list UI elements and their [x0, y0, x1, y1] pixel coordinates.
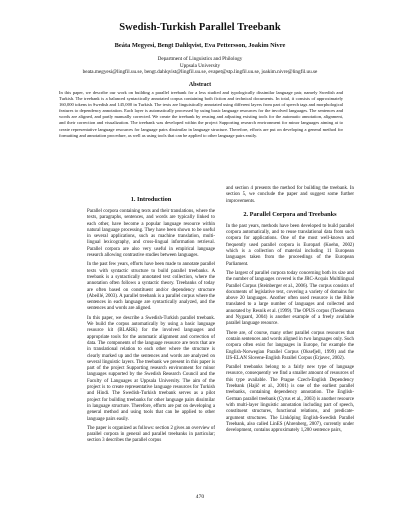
section-heading-introduction: 1. Introduction: [130, 196, 172, 203]
body-paragraph: Parallel corpora containing texts and their translations, where the texts, paragraphs, sentences, and words are typically linked to each other, have become a popular language resource within natural language processing. They have been shown to be useful in several applications, such as machine translation, multi-lingual lexicography, and cross-lingual information retrieval. Parallel corpora are also very useful in empirical language research allowing contrastive studies between languages.: [87, 209, 215, 259]
body-paragraph: In this paper, we describe a Swedish-Turkish parallel treebank. We build the corpus automatically by using a basic language resource kit (BLARK) for the involved languages and appropriate tools for the automatic alignment and correction of data. The components of the language resource are texts that are in translational relation to each other where the structure is clearly marked up and the sentences and words are analyzed on several linguistic layers. The treebank we present in this paper is part of the project Supporting research environment for minor languages supported by the Swedish Research Council and the Faculty of Languages at Uppsala University. The aim of the project is to create representative language resources for Turkish and Hindi. The Swedish-Turkish treebank serves as a pilot project for building treebanks for other language pairs dissimilar in language structure. Therefore, efforts are put on developing a general method and using tools that can be applied to other language pairs easily.: [87, 315, 215, 422]
right-column: [226, 186, 354, 437]
body-paragraph: There are, of course, many other parallel corpus resources that contain sentences and words aligned in two languages only. Such corpora often exist for languages in Europe, for example the English-Norwegian Parallel Corpus (Oksefjell, 1999) and the IJS-ELAN Slovene-English Parallel Corpus (Erjavec, 2002).: [226, 330, 354, 361]
body-paragraph: Parallel treebanks belong to a fairly new type of language resource, consequently we find a smaller amount of resources of this type available. The Prague Czech-English Dependency Treebank (Hajič et al., 2001) is one of the earliest parallel treebanks, containing dependency annotation. The English-German parallel treebank (Cyrus et al., 2003) is another resource with multi-layer linguistic annotation including part of speech, constituent structures, functional relations, and predicate-argument structures. The Linköping English-Swedish Parallel Treebank, also called LinES (Ahrenberg, 2007), currently under development, contains approximately 1,200 sentence pairs,: [226, 365, 354, 434]
abstract-text: In this paper, we describe our work on building a parallel treebank for a less studied and typologically dissimilar language pair, namely Swedish and Turkish. The treebank is a balanced syntactically annotated corpus containing both fiction and technical documents. In total, it consists of approximately 160,000 tokens in Swedish and 145,000 in Turkish. The texts are linguistically annotated using different layers from part of speech tags and morphological features to dependency annotation. Each layer is automatically processed by using basic language resources for the involved languages. The sentences and words are aligned, and partly manually corrected. We create the treebank by reusing and adjusting existing tools for the automatic annotation, alignment, and their correction and visualization. The treebank was developed within the project Supporting research environment for minor languages aiming at to create representative language resources for language pairs dissimilar in language structure. Therefore, efforts are put on developing a general method for formatting and annotation procedure, as well as using tools that can be applied to other language pairs easily.: [59, 90, 343, 138]
body-paragraph-continuation: and section 4 presents the method for building the treebank. In section 5, we conclude the paper and suggest some further improvements.: [226, 186, 354, 204]
affiliation-university: Uppsala University: [179, 62, 221, 69]
paper-title: Swedish-Turkish Parallel Treebank: [119, 22, 281, 33]
body-paragraph: In the past years, methods have been developed to build parallel corpora automatically, and to reuse translational data from such corpora for applications. One of the most well-known and frequently used parallel corpora is Europarl (Koehn, 2002) which is a collection of material including 11 European languages taken from the proceedings of the European Parliament.: [226, 223, 354, 267]
body-paragraph: The paper is organized as follows: section 2 gives an overview of parallel corpora in general and parallel treebanks in particular; section 3 describes the parallel corpus: [87, 425, 215, 444]
abstract-heading: Abstract: [188, 82, 212, 88]
body-paragraph: The largest of parallel corpora today concerning both its size and the number of languages covered is the JRC-Acquis Multilingual Parallel Corpus (Steinberger et al., 2006). The corpus consists of documents of legislative text, covering a variety of domains for above 20 languages. Another often used resource is the Bible translated to a large number of languages and collected and annotated by Resnik et al. (1999). The OPUS corpus (Tiedemann and Nygaard, 2004) is another example of a freely available parallel language resource.: [226, 270, 354, 327]
page-number: 470: [195, 494, 205, 500]
affiliation-department: Department of Linguistics and Philology: [157, 56, 243, 62]
body-paragraph: In the past few years, efforts have been made to annotate parallel texts with syntactic structure to build parallel treebanks. A treebank is a syntactically annotated text collection, where the annotation often follows a syntactic theory. Treebanks of today are often based on constituent and/or dependency structure (Abeillé, 2003). A parallel treebank is a parallel corpus where the sentences in each language are syntactically analyzed, and the sentences and words are aligned.: [87, 262, 215, 312]
section-heading-parallel-corpora: 2. Parallel Corpora and Treebanks: [243, 210, 337, 218]
affiliation-emails: beata.megyesi@lingfil.uu.se, bengt.dahlqvist@lingfil.uu.se, evapet@stp.lingfil.uu.se, joakim.nivre@lingfil.uu.se: [82, 69, 318, 76]
left-column: [87, 196, 215, 448]
paper-authors: Beáta Megyesi, Bengt Dahlqvist, Eva Pettersson, Joakim Nivre: [114, 42, 286, 49]
affiliation-block: [0, 56, 400, 76]
